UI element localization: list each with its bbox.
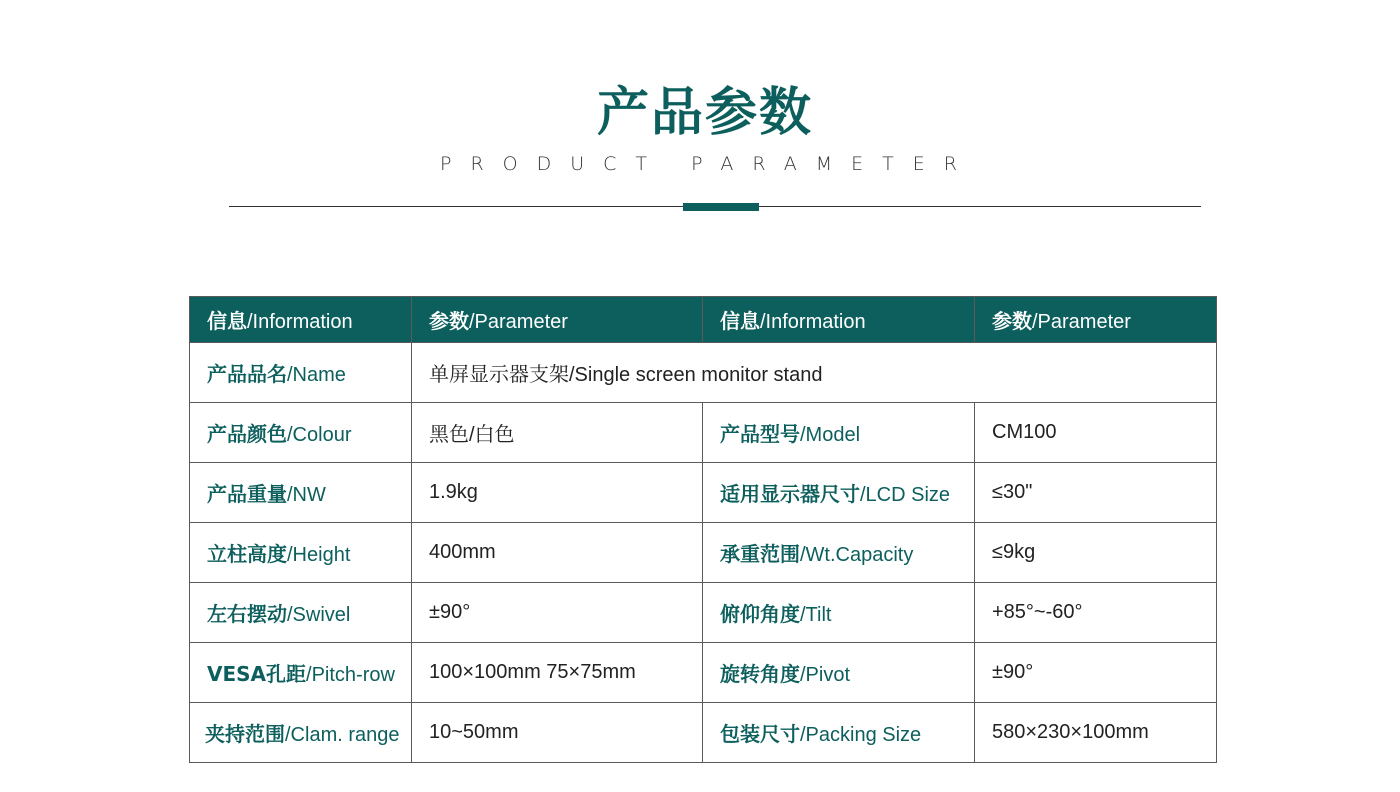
spec-label-capacity: 承重范围/Wt.Capacity bbox=[703, 523, 975, 583]
spec-value-capacity: ≤9kg bbox=[975, 523, 1217, 583]
spec-label-swivel: 左右摆动/Swivel bbox=[190, 583, 412, 643]
spec-label-name: 产品品名/Name bbox=[190, 343, 412, 403]
spec-value-nw: 1.9kg bbox=[412, 463, 703, 523]
spec-value-height: 400mm bbox=[412, 523, 703, 583]
page-subtitle: PRODUCT PARAMETER bbox=[440, 153, 976, 175]
spec-label-height: 立柱高度/Height bbox=[190, 523, 412, 583]
spec-value-model: CM100 bbox=[975, 403, 1217, 463]
spec-value-lcd-size: ≤30" bbox=[975, 463, 1217, 523]
spec-label-lcd-size: 适用显示器尺寸/LCD Size bbox=[703, 463, 975, 523]
table-row bbox=[190, 463, 1217, 523]
spec-label-pivot: 旋转角度/Pivot bbox=[703, 643, 975, 703]
spec-value-clamp-range: 10~50mm bbox=[412, 703, 703, 763]
table-row bbox=[190, 403, 1217, 463]
table-row bbox=[190, 343, 1217, 403]
spec-value-swivel: ±90° bbox=[412, 583, 703, 643]
spec-label-nw: 产品重量/NW bbox=[190, 463, 412, 523]
spec-label-tilt: 俯仰角度/Tilt bbox=[703, 583, 975, 643]
table-row bbox=[190, 703, 1217, 763]
spec-label-model: 产品型号/Model bbox=[703, 403, 975, 463]
table-row bbox=[190, 523, 1217, 583]
parameter-table bbox=[189, 296, 1217, 763]
column-header-information: 信息/Information bbox=[703, 297, 975, 343]
column-header-information: 信息/Information bbox=[190, 297, 412, 343]
column-header-parameter: 参数/Parameter bbox=[412, 297, 703, 343]
spec-value-colour: 黑色/白色 bbox=[412, 403, 703, 463]
spec-label-colour: 产品颜色/Colour bbox=[190, 403, 412, 463]
table-header-row bbox=[190, 297, 1217, 343]
table-row bbox=[190, 583, 1217, 643]
table-row bbox=[190, 643, 1217, 703]
spec-label-packing-size: 包装尺寸/Packing Size bbox=[703, 703, 975, 763]
page-title: 产品参数 bbox=[596, 83, 813, 143]
divider-accent bbox=[683, 203, 759, 211]
column-header-parameter: 参数/Parameter bbox=[975, 297, 1217, 343]
spec-value-name: 单屏显示器支架/Single screen monitor stand bbox=[412, 343, 1217, 403]
spec-value-pivot: ±90° bbox=[975, 643, 1217, 703]
spec-value-tilt: +85°~-60° bbox=[975, 583, 1217, 643]
spec-label-vesa: VESA孔距/Pitch-row bbox=[190, 643, 412, 703]
spec-value-vesa: 100×100mm 75×75mm bbox=[412, 643, 703, 703]
spec-label-clamp-range: 夹持范围/Clam. range bbox=[190, 703, 412, 763]
spec-value-packing-size: 580×230×100mm bbox=[975, 703, 1217, 763]
